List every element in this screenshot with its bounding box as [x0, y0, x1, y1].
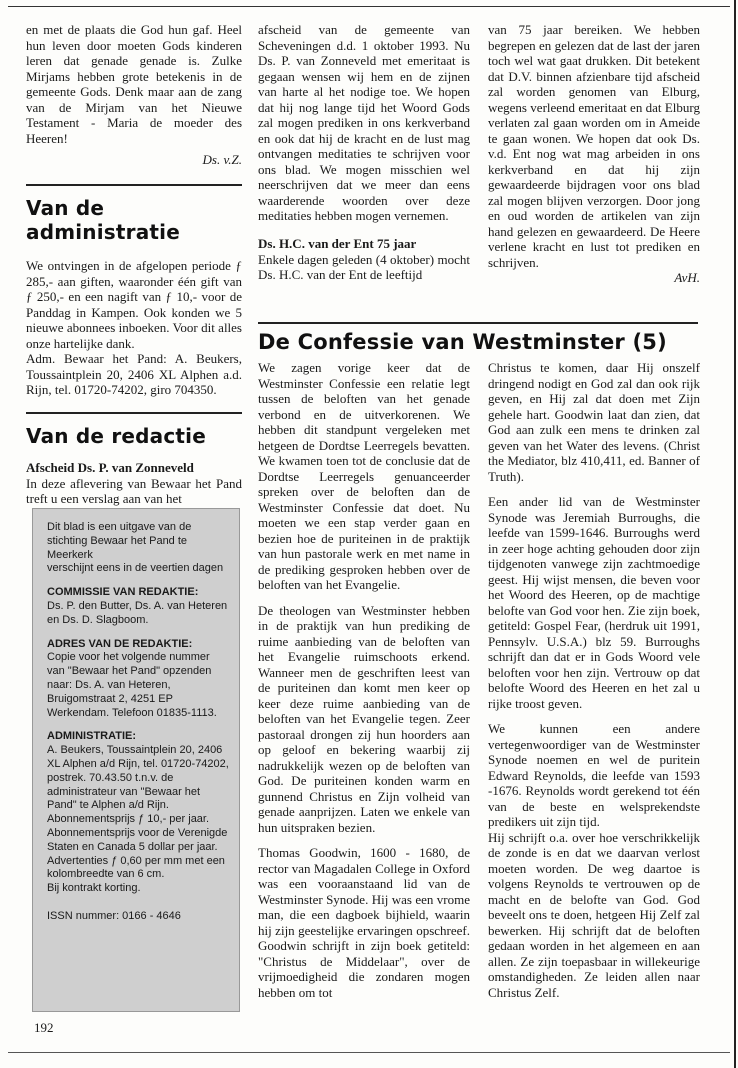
confessie-p5: Een ander lid van de Westminster Synode was Jeremiah Burroughs, die leefde van 1599-1646. Burroughs werd in zeer hoge achting gehouden door zijn tijdgenoten vanwege zijn zachtmoedige geest. Hij wijst mensen, die beven voor het Woord des Heeren, op de machtige belofte van God voor hen. Zie zijn boek, getiteld: Gospel Fear, (herdruk uit 1991, Pennsylv. U.S.A.) blz 59. Burroughs schrijft dan dat er in Gods Woord vele beloften voor hen zijn. Vertrouw op dat belofte Woord des Heeren en het zal u rijke troost geven. — [488, 494, 700, 711]
afscheid-continued: afscheid van de gemeente van Scheveningen d.d. 1 oktober 1993. Nu Ds. P. van Zonneveld met emeritaat is gegaan wensen wij hem en de zijnen van harte al het nodige toe. We hopen dat hij nog lange tijd het Woord Gods zal mogen prediken in ons kerkverband en ook dat hij de kracht en de lust mag ontvangen meditaties te schrijven voor ons blad. We mogen misschien wel neerschrijven dat we meer dan eens waarderende woorden over deze meditaties hebben mogen vernemen. — [258, 22, 470, 223]
meditation-ending: en met de plaats die God hun gaf. Heel hun leven door moeten Gods kinderen leren dat genade genade is. Zulke Mirjams hebben grote betekenis in de gemeente Gods. Denk maar aan de zang van de Mirjam van het Nieuwe Testament - Maria de moeder des Heeren! — [26, 22, 242, 146]
admin-address: Adm. Bewaar het Pand: A. Beukers, Toussaintplein 20, 2406 XL Alphen a.d. Rijn, tel. 01720-74202, giro 704350. — [26, 351, 242, 397]
confessie-p7: Hij schrijft o.a. over hoe verschrikkelijk de zonde is en dat we daarvan verlost moeten worden. De weg daartoe is volgens Reynolds te vertrouwen op de macht en de belofte van God. God beveelt ons te doen, hetgeen Hij Zelf zal bewerken. Hij schrijft dat de beloften gedaan worden in het algemeen en aan allen. Ze zijn toepasbaar in willekeurige omstandigheden. Ze leiden allen naar Christus Zelf. — [488, 829, 700, 1000]
colophon-intro: Dit blad is een uitgave van de stichting Bewaar het Pand te Meerkerk — [47, 521, 192, 561]
admin-heading: Van de administratie — [26, 196, 181, 244]
commissie-body: Ds. P. den Butter, Ds. A. van Heteren en Ds. D. Slagboom. — [47, 599, 228, 626]
price-nl: Abonnementsprijs ƒ 10,- per jaar. — [47, 813, 210, 826]
divider — [26, 184, 242, 186]
ent-continued: van 75 jaar bereiken. We hebben begrepen en gelezen dat de last der jaren toch wel wat gaat drukken. Dit betekent dat D.V. binnen afzienbare tijd afscheid zal worden genomen van Elburg, wegens verleend emeritaat en dat Elburg verlaten zal gaan worden om in Ameide te gaan wonen. We hopen dat ook Ds. v.d. Ent nog wat mag arbeiden in ons kerkverband en dat hij zijn gewaardeerde bijdragen voor ons blad zal mogen blijven verzorgen. Door jong en oud worden de artikelen van zijn hand gelezen en gewaardeerd. De Heere verlene kracht en lust tot prediken en schrijven. — [488, 22, 700, 270]
column-left — [26, 22, 242, 507]
ent-title: Ds. H.C. van der Ent 75 jaar — [258, 235, 417, 251]
admin-body: We ontvingen in de afgelopen periode ƒ 285,- aan giften, waaronder één gift van ƒ 250,- en een nagift van ƒ 10,- voor de Panddag in Kampen. Ook konden we 5 nieuwe abonnees inboeken. Voor dit alles onze hartelijke dank. — [26, 258, 242, 351]
colophon-frequency: verschijnt eens in de veertien dagen — [47, 562, 224, 575]
ent-body: Enkele dagen geleden (4 oktober) mocht Ds. H.C. van der Ent de leeftijd — [258, 251, 470, 282]
column-middle-top — [258, 22, 470, 283]
afscheid-title: Afscheid Ds. P. van Zonneveld — [26, 459, 194, 475]
colophon-box — [32, 508, 240, 1012]
page-number: 192 — [34, 1020, 54, 1035]
adres-label: ADRES VAN DE REDAKTIE: — [47, 637, 193, 650]
top-rule — [8, 6, 730, 7]
divider — [258, 322, 698, 324]
price-us: Abonnementsprijs voor de Verenigde Staten en Canada 5 dollar per jaar. — [47, 826, 228, 853]
confessie-heading: De Confessie van Westminster (5) — [258, 330, 667, 354]
adres-body: Copie voor het volgende nummer van "Bewaar het Pand" opzenden naar: Ds. A. van Heteren, Bruigomstraat 2, 4251 EP Werkendam. Telefoon 01835-1113. — [47, 651, 217, 719]
signature-vz: Ds. v.Z. — [202, 152, 242, 167]
administratie-label: ADMINISTRATIE: — [47, 730, 137, 743]
contract-discount: Bij kontrakt korting. — [47, 882, 141, 895]
page-edge — [734, 0, 736, 1068]
bottom-rule — [8, 1052, 730, 1053]
administratie-body: A. Beukers, Toussaintplein 20, 2406 XL Alphen a/d Rijn, tel. 01720-74202, postrek. 70.43.50 t.n.v. de administrateur van "Bewaar het Pand" te Alphen a/d Rijn. — [47, 744, 229, 812]
commissie-label: COMMISSIE VAN REDAKTIE: — [47, 586, 199, 599]
ads-price: Advertenties ƒ 0,60 per mm met een kolombreedte van 6 cm. — [47, 854, 225, 881]
signature-avh: AvH. — [674, 270, 700, 285]
confessie-p6: We kunnen een andere vertegenwoordiger van de Westminster Synode noemen en wel de puritein Edward Reynolds, die leefde van 1593 -1676. Reynolds wordt gerekend tot één van de beste en welsprekendste predikers uit zijn tijd. — [488, 721, 700, 829]
confessie-column-middle — [258, 360, 470, 1000]
confessie-column-right — [488, 360, 700, 1000]
column-right-top — [488, 22, 700, 286]
redactie-heading: Van de redactie — [26, 423, 207, 448]
confessie-p1: We zagen vorige keer dat de Westminster Confessie een relatie legt tussen de beloften van het genade verbond en de uitverkorenen. We hebben dit standpunt vergeleken met hetgeen de Dordtse Leerregels bevatten. We kwamen toen tot de conclusie dat de Dordtse Leerregels genuanceerder spreken over de beloften dan de Westminster Confessie dat doet. Nu moeten we een stap verder gaan en bezien hoe de puriteinen in de praktijk van hun pastorale werk en met name in de prediking gesproken hebben over de beloften van het Evangelie. — [258, 360, 470, 592]
issn: ISSN nummer: 0166 - 4646 — [47, 909, 181, 922]
confessie-header — [258, 322, 698, 354]
confessie-p3: Thomas Goodwin, 1600 - 1680, de rector van Magadalen College in Oxford was een vooraanstaand lid van de Westminster Synode. Hij was een vrome man, die een dagboek bijhield, waarin hij zijn geestelijke ervaringen opschreef. Goodwin schrijft in zijn boek getiteld: "Christus de Middelaar", over de vrijmoedigheid die zondaren mogen hebben om tot — [258, 845, 470, 1000]
afscheid-body: In deze aflevering van Bewaar het Pand treft u een verslag aan van het — [26, 475, 242, 506]
confessie-p4: Christus te komen, daar Hij onszelf dringend nodigt en God zal dan ook rijk geven, en Hij zal dat doen met Zijn gehele hart. Goodwin laat dan zien, dat God aan zulk een mens te drinken zal geven van het Water des levens. (Christ the Mediator, blz 410,411, ed. Banner of Truth). — [488, 360, 700, 484]
divider — [26, 412, 242, 414]
confessie-p2: De theologen van Westminster hebben in de praktijk van hun prediking de ruime aanbieding van de beloften van het Evangelie ruimschoots erkend. Wanneer men de geschriften leest van de puriteinen dan komt men keer op keer deze ruime aanbieding van de beloften van het Evangelie tegen. Zeer pastoraal drongen zij hun hoorders aan op geloof en bekering waarbij zij nadrukkelijk wezen op de beloften van God. De puriteinen konden warm en gunnend Christus en Zijn volheid van genade aanprijzen. Laten we enkele van hun uitspraken bezien. — [258, 602, 470, 835]
